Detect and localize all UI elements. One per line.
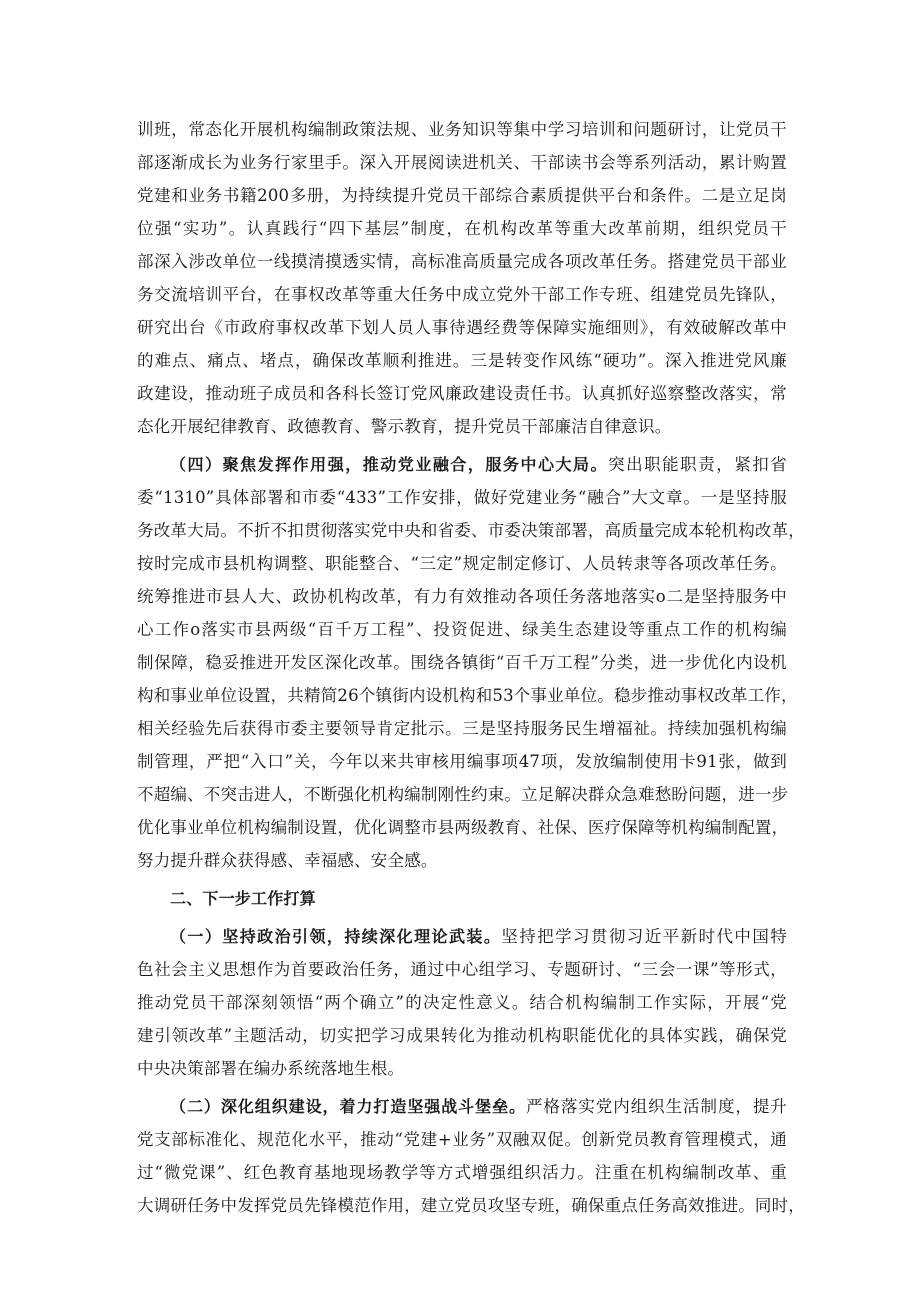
text-line: 大调研任务中发挥党员先锋模范作用，建立党员攻坚专班，确保重点任务高效推进。同时， [137, 1196, 805, 1215]
text-line [170, 449, 787, 481]
text-line: 按时完成市县机构调整、职能整合、“三定”规定制定修订、人员转隶等各项改革任务。 [137, 554, 787, 573]
text-line: 部逐渐成长为业务行家里手。深入开展阅读进机关、干部读书会等系列活动，累计购置 [137, 153, 787, 172]
text-line: 部深入涉改单位一线摸清摸透实情，高标准高质量完成各项改革任务。搭建党员干部业 [137, 252, 787, 271]
text-line: 色社会主义思想作为首要政治任务，通过中心组学习、专题研讨、“三会一课”等形式， [137, 960, 787, 979]
text-line: 优化事业单位机构编制设置，优化调整市县两级教育、社保、医疗保障等机构编制配置， [137, 818, 789, 837]
text-line: 过“微党课”、红色教育基地现场教学等方式增强组织活力。注重在机构编制改革、重 [137, 1163, 787, 1182]
text-line: 中央决策部署在编办系统落地生根。 [137, 1059, 405, 1078]
text-line: 态化开展纪律教育、政德教育、警示教育，提升党员干部廉洁自律意识。 [137, 417, 672, 436]
text-line: 务交流培训平台，在事权改革等重大任务中成立党外干部工作专班、组建党员先锋队， [137, 285, 787, 304]
text-line: 制管理，严把“入口”关，今年以来共审核用编事项47项，发放编制使用卡91张，做到 [137, 752, 787, 771]
text-line: 党支部标准化、规范化水平，推动“党建+业务”双融双促。创新党员教育管理模式，通 [137, 1130, 787, 1149]
text-line: 党建和业务书籍200多册，为持续提升党员干部综合素质提供平台和条件。二是立足岗 [137, 186, 787, 205]
text-line: 建引领改革”主题活动，切实把学习成果转化为推动机构职能优化的具体实践，确保党 [137, 1026, 787, 1045]
text-line: 推动党员干部深刻领悟“两个确立”的决定性意义。结合机构编制工作实际，开展“党 [137, 993, 787, 1012]
text-line: 制保障，稳妥推进开发区深化改革。围绕各镇街“百千万工程”分类，进一步优化内设机 [137, 653, 787, 672]
text-run: 坚持把学习贯彻习近平新时代中国特 [501, 927, 787, 946]
text-line: 不超编、不突击进人，不断强化机构编制刚性约束。立足解决群众急难愁盼问题，进一步 [137, 785, 789, 804]
text-line: 政建设，推动班子成员和各科长签订党风廉政建设责任书。认真抓好巡察整改落实，常 [137, 384, 787, 403]
text-line: 心工作o落实市县两级“百千万工程”、投资促进、绿美生态建设等重点工作的机构编 [137, 620, 787, 639]
section-heading: 二、下一步工作打算 [170, 889, 316, 908]
paragraph-heading: （一）坚持政治引领，持续深化理论武装。 [170, 927, 502, 946]
text-run: 严格落实党内组织生活制度，提升 [525, 1097, 788, 1116]
text-line: 相关经验先后获得市委主要领导肯定批示。三是坚持服务民生增福祉。持续加强机构编 [137, 719, 787, 738]
text-line: 统筹推进市县人大、政协机构改革，有力有效推动各项任务落地落实o二是坚持服务中 [137, 587, 787, 606]
text-line: 委“1310”具体部署和市委“433”工作安排，做好党建业务“融合”大文章。一是坚持服 [137, 488, 787, 507]
text-line: 务改革大局。不折不扣贯彻落实党中央和省委、市委决策部署，高质量完成本轮机构改革， [137, 521, 805, 540]
text-line: 构和事业单位设置，共精简26个镇街内设机构和53个事业单位。稳步推动事权改革工作， [137, 686, 798, 705]
text-line: 位强“实功”。认真践行“四下基层”制度，在机构改革等重大改革前期，组织党员干 [137, 219, 787, 238]
text-line [170, 1091, 787, 1123]
text-line [170, 921, 787, 953]
text-line: 训班，常态化开展机构编制政策法规、业务知识等集中学习培训和问题研讨，让党员干 [137, 120, 787, 139]
text-line: 研究出台《市政府事权改革下划人员人事待遇经费等保障实施细则》，有效破解改革中 [137, 318, 787, 337]
text-line: 的难点、痛点、堵点，确保改革顺利推进。三是转变作风练“硬功”。深入推进党风廉 [137, 351, 787, 370]
paragraph-heading: （二）深化组织建设，着力打造坚强战斗堡垒。 [170, 1097, 526, 1116]
paragraph-heading: （四）聚焦发挥作用强，推动党业融合，服务中心大局。 [170, 455, 609, 474]
text-line: 努力提升群众获得感、幸福感、安全感。 [137, 851, 438, 870]
text-run: 突出职能职责，紧扣省 [608, 455, 787, 474]
